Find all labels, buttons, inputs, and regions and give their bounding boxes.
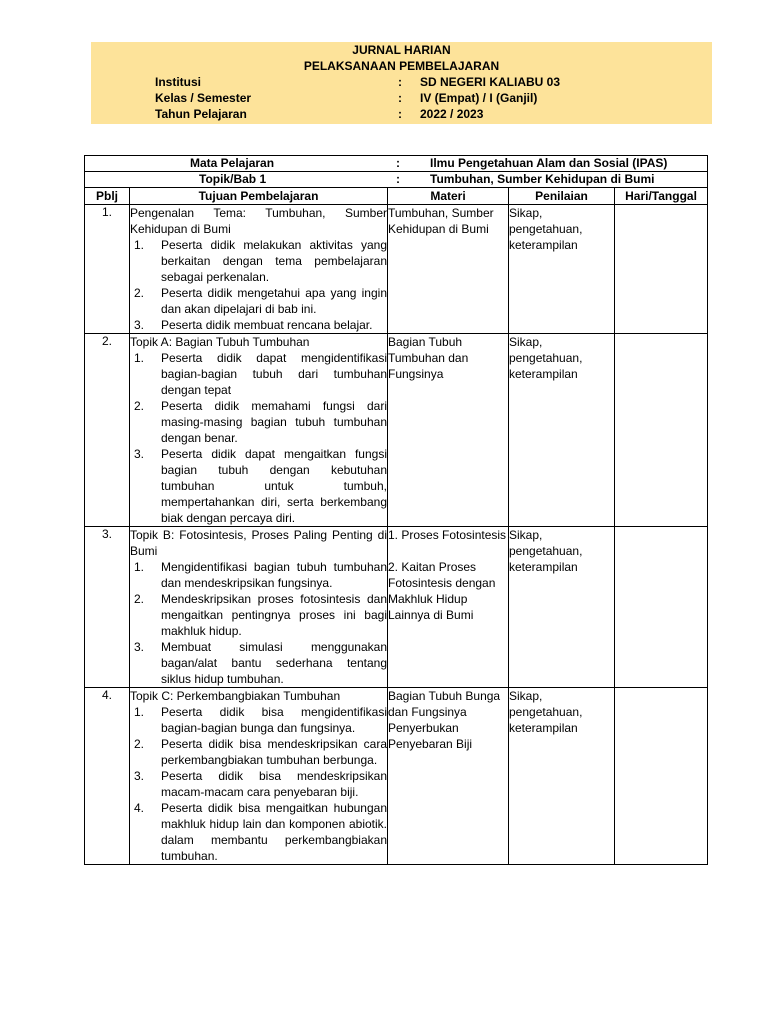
meta-value: Ilmu Pengetahuan Alam dan Sosial (IPAS): [430, 156, 668, 170]
tanggal-cell: [615, 527, 708, 688]
topik-text: Topik C: Perkembangbiakan Tumbuhan: [130, 689, 341, 703]
objective-list: [130, 237, 387, 333]
item-text: Mengidentifikasi bagian tubuh tumbuhan dan mendeskripsikan fungsinya.: [161, 560, 387, 590]
header-colon: :: [398, 91, 402, 105]
header-row-institusi: [91, 75, 712, 90]
item-text: Peserta didik bisa mendeskripsikan macam-macam cara penyebaran biji.: [161, 769, 387, 799]
table-row: [85, 334, 708, 527]
item-number: 3.: [134, 318, 145, 332]
header-label: Tahun Pelajaran: [155, 107, 247, 121]
item-number: 4.: [134, 801, 145, 815]
list-item: [130, 559, 387, 591]
list-item: [130, 768, 387, 800]
column-header: Tujuan Pembelajaran: [130, 188, 388, 205]
item-number: 3.: [134, 640, 145, 654]
item-number: 3.: [134, 769, 145, 783]
item-number: 2.: [134, 286, 145, 300]
journal-title: JURNAL HARIAN: [352, 43, 451, 57]
materi-text: 2. Kaitan Proses Fotosintesis dengan Makhluk Hidup Lainnya di Bumi: [388, 560, 496, 622]
meta-colon: :: [396, 156, 400, 170]
list-item: [130, 398, 387, 446]
topik-text: Topik B: Fotosintesis, Proses Paling Penting di Bumi: [130, 528, 387, 558]
header-colon: :: [398, 75, 402, 89]
item-text: Peserta didik bisa mendeskripsikan cara perkembangbiakan tumbuhan berbunga.: [161, 737, 387, 767]
objective-list: [130, 350, 387, 526]
table-row: [85, 688, 708, 865]
meta-label: Topik/Bab 1: [199, 172, 267, 186]
materi-cell: [388, 688, 509, 865]
tanggal-cell: [615, 205, 708, 334]
list-item: [130, 800, 387, 864]
objective-list: [130, 559, 387, 687]
column-header: Materi: [388, 188, 509, 205]
header-row-kelas: [91, 91, 712, 106]
column-header: Pblj: [85, 188, 130, 205]
item-number: 1.: [134, 351, 145, 365]
item-text: Peserta didik dapat mengaitkan fungsi bagian tubuh dengan kebutuhan tumbuhan untuk tumbuh, mempertahankan diri, serta berkembang biak dengan percaya diri.: [161, 447, 387, 525]
pblj-cell: 4.: [85, 688, 130, 865]
item-text: Peserta didik memahami fungsi dari masing-masing bagian tubuh tumbuhan dengan benar.: [161, 399, 387, 445]
pblj-cell: 2.: [85, 334, 130, 527]
penilaian-cell: Sikap, pengetahuan, keterampilan: [509, 527, 615, 688]
item-number: 3.: [134, 447, 145, 461]
topik-text: Topik A: Bagian Tubuh Tumbuhan: [130, 335, 310, 349]
meta-label: Mata Pelajaran: [190, 156, 275, 170]
list-item: [130, 704, 387, 736]
list-item: [130, 591, 387, 639]
penilaian-cell: Sikap, pengetahuan, keterampilan: [509, 334, 615, 527]
list-item: [130, 317, 387, 333]
penilaian-cell: Sikap, pengetahuan, keterampilan: [509, 688, 615, 865]
item-text: Peserta didik dapat mengidentifikasi bagian-bagian tubuh dari tumbuhan dengan tepat: [161, 351, 387, 397]
column-header: Hari/Tanggal: [615, 188, 708, 205]
item-number: 1.: [134, 238, 145, 252]
item-text: Peserta didik membuat rencana belajar.: [161, 318, 373, 332]
tujuan-cell: [130, 688, 388, 865]
meta-colon: :: [396, 172, 400, 186]
pblj-cell: 3.: [85, 527, 130, 688]
header-value: SD NEGERI KALIABU 03: [420, 75, 561, 89]
item-number: 2.: [134, 737, 145, 751]
journal-table: [84, 155, 708, 865]
tujuan-cell: [130, 205, 388, 334]
header-label: Kelas / Semester: [155, 91, 252, 105]
header-label: Institusi: [155, 75, 202, 89]
tujuan-cell: [130, 334, 388, 527]
item-number: 1.: [134, 560, 145, 574]
tanggal-cell: [615, 688, 708, 865]
tanggal-cell: [615, 334, 708, 527]
meta-value: Tumbuhan, Sumber Kehidupan di Bumi: [430, 172, 655, 186]
list-item: [130, 350, 387, 398]
materi-cell: [388, 334, 509, 527]
header-row-tahun: [91, 107, 712, 122]
table-row: [85, 527, 708, 688]
materi-text: Tumbuhan, Sumber Kehidupan di Bumi: [388, 206, 494, 236]
list-item: [130, 237, 387, 285]
item-text: Peserta didik mengetahui apa yang ingin dan akan dipelajari di bab ini.: [161, 286, 387, 316]
materi-cell: [388, 527, 509, 688]
header-value: IV (Empat) / I (Ganjil): [420, 91, 538, 105]
item-text: Peserta didik bisa mengaitkan hubungan makhluk hidup lain dan komponen abiotik. dalam membantu perkembangbiakan tumbuhan.: [161, 801, 387, 863]
list-item: [130, 639, 387, 687]
header-colon: :: [398, 107, 402, 121]
column-header: Penilaian: [509, 188, 615, 205]
list-item: [130, 736, 387, 768]
pblj-cell: 1.: [85, 205, 130, 334]
objective-list: [130, 704, 387, 864]
header-value: 2022 / 2023: [420, 107, 484, 121]
materi-cell: [388, 205, 509, 334]
topik-text: Pengenalan Tema: Tumbuhan, Sumber Kehidupan di Bumi: [130, 206, 387, 236]
item-number: 1.: [134, 705, 145, 719]
item-text: Mendeskripsikan proses fotosintesis dan mengaitkan pentingnya proses ini bagi makhluk hidup.: [161, 592, 387, 638]
materi-text: Bagian Tubuh Bunga dan Fungsinya Penyerbukan Penyebaran Biji: [388, 689, 501, 751]
item-number: 2.: [134, 592, 145, 606]
column-header-row: [85, 188, 708, 205]
meta-row-mapel: [85, 156, 708, 172]
materi-text: 1. Proses Fotosintesis: [388, 528, 507, 542]
materi-spacer: [388, 543, 508, 559]
item-text: Peserta didik melakukan aktivitas yang berkaitan dengan tema pembelajaran sebagai perkenalan.: [161, 238, 387, 284]
table-row: [85, 205, 708, 334]
list-item: [130, 446, 387, 526]
item-number: 2.: [134, 399, 145, 413]
item-text: Peserta didik bisa mengidentifikasi bagian-bagian bunga dan fungsinya.: [161, 705, 387, 735]
meta-row-topik: [85, 172, 708, 188]
header-band: [91, 42, 712, 124]
materi-text: Bagian Tubuh Tumbuhan dan Fungsinya: [388, 335, 469, 381]
journal-subtitle: PELAKSANAAN PEMBELAJARAN: [303, 59, 500, 73]
tujuan-cell: [130, 527, 388, 688]
list-item: [130, 285, 387, 317]
item-text: Membuat simulasi menggunakan bagan/alat bantu sederhana tentang siklus hidup tumbuhan.: [161, 640, 387, 686]
penilaian-cell: Sikap, pengetahuan, keterampilan: [509, 205, 615, 334]
